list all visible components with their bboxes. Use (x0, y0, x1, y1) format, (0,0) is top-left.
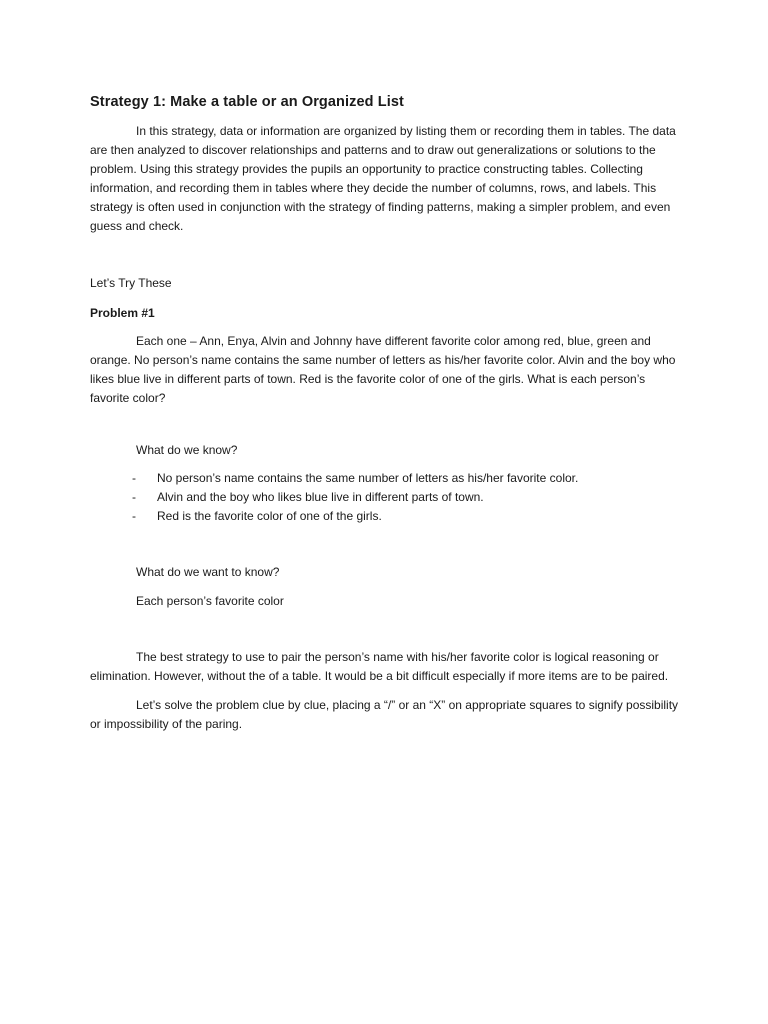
bullet-dash: - (132, 471, 136, 485)
know-list (132, 469, 680, 526)
lets-try-heading: Let’s Try These (90, 276, 172, 290)
list-item-text: Red is the favorite color of one of the girls. (157, 509, 382, 523)
intro-paragraph: In this strategy, data or information are organized by listing them or recording them in tables. The data are then analyzed to discover relationships and patterns and to draw out generalizations or solutions to the problem. Using this strategy provides the pupils an opportunity to practice constructing tables. Collecting information, and recording them in tables where they decide the number of columns, rows, and labels. This strategy is often used in conjunction with the strategy of finding patterns, making a simpler problem, and even guess and check. (90, 124, 676, 233)
list-item-text: No person’s name contains the same number of letters as his/her favorite color. (157, 471, 579, 485)
list-item (132, 488, 680, 507)
want-heading: What do we want to know? (136, 565, 280, 579)
want-answer: Each person’s favorite color (136, 594, 284, 608)
problem-paragraph: Each one – Ann, Enya, Alvin and Johnny have different favorite color among red, blue, green and orange. No person’s name contains the same number of letters as his/her favorite color. Alvin and the boy who likes blue live in different parts of town. Red is the favorite color of one of the girls. What is each person’s favorite color? (90, 334, 676, 405)
solve-paragraph: Let’s solve the problem clue by clue, placing a “/” or an “X” on appropriate squares to signify possibility or impossibility of the paring. (90, 698, 679, 731)
bullet-dash: - (132, 509, 136, 523)
bullet-dash: - (132, 490, 136, 504)
list-item-text: Alvin and the boy who likes blue live in different parts of town. (157, 490, 484, 504)
list-item (132, 507, 680, 526)
page-title: Strategy 1: Make a table or an Organized List (90, 94, 404, 110)
problem-heading: Problem #1 (90, 306, 155, 320)
document-body (90, 94, 680, 734)
strategy-paragraph: The best strategy to use to pair the person’s name with his/her favorite color is logical reasoning or elimination. However, without the of a table. It would be a bit difficult especially if more items are to be paired. (90, 650, 669, 683)
know-heading: What do we know? (136, 443, 238, 457)
list-item (132, 469, 680, 488)
